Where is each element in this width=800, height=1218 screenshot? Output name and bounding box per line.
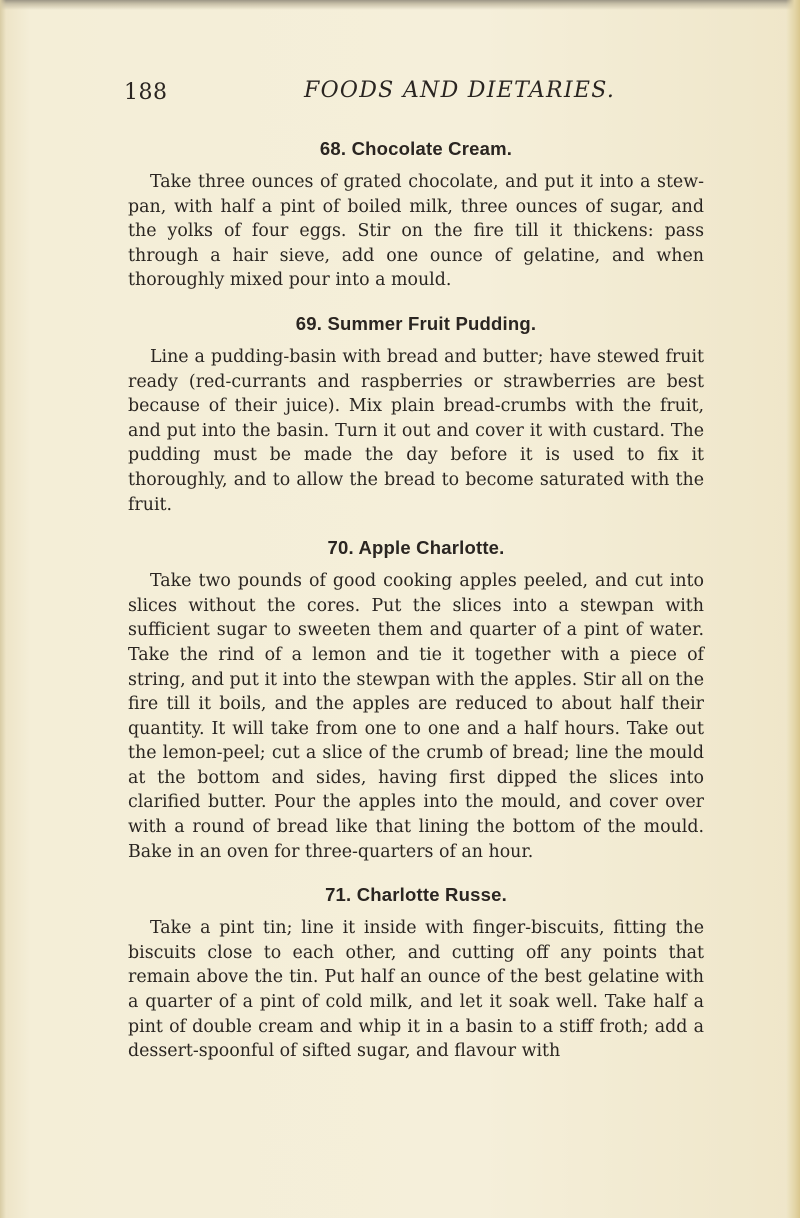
recipe-title: 69. Summer Fruit Pudding. <box>295 312 537 334</box>
recipe-title: 68. Chocolate Cream. <box>319 138 513 159</box>
running-head <box>124 76 714 112</box>
recipe-section <box>128 535 704 864</box>
recipe-text: Take a pint tin; line it inside with finger-biscuits, fitting the biscuits close to each other, and cutting off any points that remain above the tin. Put half an ounce of the best gelatine with a quarter of a pint of cold milk, and let it soak well. Take half a pint of double cream and whip it in a basin to a stiff froth; add a dessert-spoonful of sifted sugar, and flavour with <box>128 918 704 1062</box>
running-title: FOODS AND DIETARIES. <box>304 78 616 103</box>
recipe-text: Take three ounces of grated chocolate, and put it into a stew-pan, with half a pint of boiled milk, three ounces of sugar, and the yolks of four eggs. Stir on the fire till it thickens: pass through a hair sieve, add one ounce of gelatine, and when thoroughly mixed pour into a mould. <box>128 172 704 291</box>
recipe-title: 70. Apple Charlotte. <box>327 537 505 559</box>
recipe-section <box>128 882 704 1064</box>
page-content <box>128 136 704 1082</box>
recipe-title: 71. Charlotte Russe. <box>325 884 507 906</box>
page-number: 188 <box>124 80 168 105</box>
recipe-text: Line a pudding-basin with bread and butter; have stewed fruit ready (red-currants and raspberries or strawberries are best because of their juice). Mix plain bread-crumbs with the fruit, and put into the basin. Turn it out and cover it with custard. The pudding must be made the day before it is used to fix it thoroughly, and to allow the bread to become saturated with the fruit. <box>128 346 704 515</box>
page-left-edge <box>0 0 6 1218</box>
page-right-edge <box>786 0 800 1218</box>
recipe-text: Take two pounds of good cooking apples peeled, and cut into slices without the cores. Put the slices into a stewpan with sufficient sugar to sweeten them and quarter of a pint of water. Take the rind of a lemon and tie it together with a piece of string, and put it into the stewpan with the apples. Stir all on the fire till it boils, and the apples are reduced to about half their quantity. It will take from one to one and a half hours. Take out the lemon-peel; cut a slice of the crumb of bread; line the mould at the bottom and sides, having first dipped the slices into clarified butter. Pour the apples into the mould, and cover over with a round of bread like that lining the bottom of the mould. Bake in an oven for three-quarters of an hour. <box>128 571 704 862</box>
page-top-edge <box>0 0 800 10</box>
recipe-section <box>128 311 704 517</box>
recipe-section <box>128 136 704 293</box>
